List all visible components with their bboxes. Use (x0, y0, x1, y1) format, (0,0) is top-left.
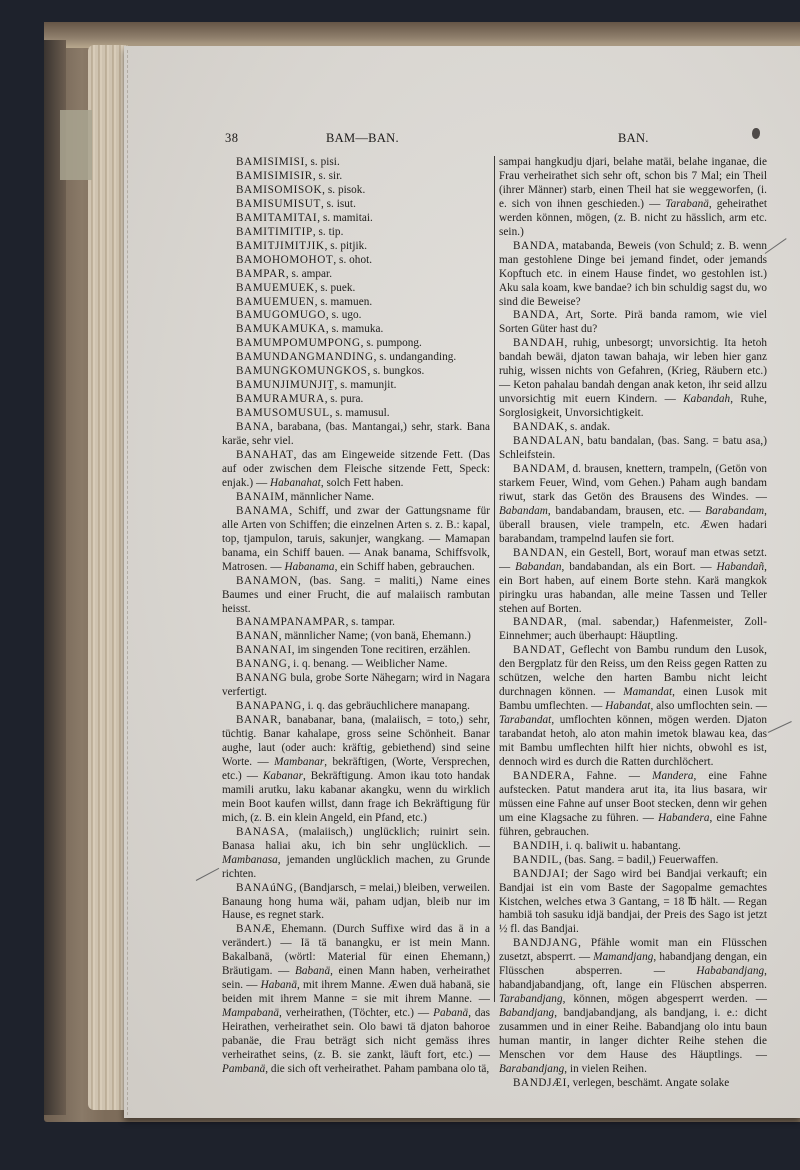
definition-text: , s. ampar. (285, 267, 333, 280)
definition-text: , bandjabandjang, als bandjang, i. e.: dicht zusammen und in einer Reihe. Babandjang olo intu baun human mantir, in langer dichter Reihe stehen die Menschen vor dem Hause des Häuptlings. — (499, 1007, 767, 1061)
dictionary-entry (499, 463, 767, 547)
dictionary-entry (499, 337, 767, 421)
definition-text: , Ruhe, Sorglosigkeit, Unvorsichtigkeit. (499, 393, 767, 420)
derived-form: Pambanä (222, 1062, 266, 1075)
headword: BANAHAT (236, 449, 294, 462)
definition-text: , das am Eingeweide sitzende Fett. (Das auf oder zwischen dem Fleische sitzende Fett, Speck: enjak.) — (222, 449, 490, 489)
derived-form: Mamandat (623, 686, 673, 699)
definition-text: , im singenden Tone recitiren, erzählen. (291, 644, 471, 657)
definition-text: , einen Mann haben, verheirathet sein. — (222, 965, 490, 992)
dictionary-entry (499, 435, 767, 463)
headword: BANANG (236, 658, 288, 671)
definition-text: , s. mamitai. (317, 211, 373, 224)
headword: BAMITIMITIP (236, 225, 313, 238)
definition-text: , Art, Sorte. Pirä banda ramom, wie viel Sorten Güter hast du? (499, 309, 767, 336)
derived-form: Habandañ (716, 560, 765, 573)
definition-text: , verlegen, beschämt. Angate solake (566, 1076, 730, 1089)
definition-text: , in vielen Reihen. (564, 1062, 647, 1075)
definition-text: , mit ihrem Manne. Æwen duä habanä, sie beiden mit ihrem Manne = sie mit ihrem Manne. — (222, 979, 491, 1006)
definition-text: , Fahne. — (571, 769, 653, 782)
definition-text: , s. pura. (324, 393, 364, 406)
headword: BANANG (236, 672, 288, 685)
headword: BANDAM (513, 462, 567, 475)
definition-text: , i. q. benang. — Weiblicher Name. (287, 658, 448, 671)
dictionary-entry (499, 616, 767, 644)
dictionary-entry (499, 840, 767, 854)
definition-text: bula, grobe Sorte Nähegarn; wird in Nagara verfertigt. (222, 672, 490, 699)
definition-text: , s. mamusul. (329, 407, 390, 420)
definition-text: , ein Gestell, Bort, worauf man etwas setzt. — (499, 546, 767, 573)
headword: BANAIM (236, 490, 285, 503)
definition-text: , matabanda, Beweis (von Schuld; z. B. wenn man gestohlene Dinge bei jemand findet, oder jemands Kopftuch etc. in einem Hause findet, wo gestohlen ist.) Aku sala koam, kwe bandae? ich bin schuldig sagst du, wo sind die Beweise? (499, 239, 767, 308)
derived-form: Habanahat (270, 476, 321, 489)
derived-form: Mampabanä (222, 1007, 280, 1020)
headword: BANDAH (513, 337, 565, 350)
dictionary-entry (499, 644, 767, 770)
headword: BAMOHOMOHOT (236, 253, 334, 266)
definition-text: , Geflecht von Bambu rundum den Lusok, den Bergplatz für den Reiss, um den Reiss gegen Ratten zu schützen, welche den harten Bambu nicht leicht durchnagen können. — (499, 644, 767, 699)
dictionary-entry (222, 923, 490, 1076)
definition-text: , (Bandjarsch, = melai,) bleiben, verweilen. Banaung hong huma wäi, paham udjan, bleib nur im Hause, es regnet stark. (222, 881, 490, 922)
derived-form: Mamandjang (593, 951, 654, 964)
dictionary-entry (222, 296, 490, 310)
dictionary-entry (222, 826, 490, 882)
headword: BAMUNJIMUNJIṮ (236, 379, 335, 392)
headword: BANDJANG (513, 937, 579, 950)
dictionary-entry (222, 323, 490, 337)
headword: BANDERA (513, 769, 572, 782)
definition-text: ; der Sago wird bei Bandjai verkauft; ein Bandjai ist ein vom Baste der Sagopalme gemachtes Kistchen, welches etwa 3 Gantang, = 18 ℔ hält. — Regan hambiä toh sasuku idjä bandjai, der Preis des Sago ist jetzt ½ fl. das Bandjai. (499, 867, 767, 936)
definition-text: , männlicher Name; (von banä, Ehemann.) (278, 630, 471, 643)
dictionary-entry (222, 226, 490, 240)
definition-text: , ein Bort haben, auf einem Borte stehn. Karä mangkok piringku uras habandan, alle meine Tassen und Teller stehen auf Borten. (499, 560, 767, 615)
page-number: 38 (225, 131, 239, 145)
derived-form: Tarabandat (499, 714, 552, 727)
headword: BANDAK (513, 421, 565, 434)
definition-text: , die sich oft verheirathet. Paham pambana olo tä, (265, 1062, 490, 1075)
dictionary-entry (222, 407, 490, 421)
definition-text: , s. ohot. (333, 253, 373, 266)
headword: BANDJÆI (513, 1076, 567, 1089)
definition-text: , s. bungkos. (367, 365, 425, 378)
definition-text: , eine Fahne aufstecken. Patut mandera arut ita, ita lius basara, wir müssen eine Fahne auf unser Boot stecken, denn wir gehen um eine Klagsache zu führen. — (499, 769, 768, 824)
dictionary-entry (222, 882, 490, 924)
dictionary-entry (222, 268, 490, 282)
dictionary-entry (222, 240, 490, 254)
headword: BANA (236, 421, 271, 434)
dictionary-entry (222, 184, 490, 198)
dictionary-entry (222, 505, 490, 575)
dictionary-entry (222, 644, 490, 658)
headword: BAMUNGKOMUNGKOS (236, 365, 368, 378)
derived-form: Habandat (605, 700, 651, 713)
definition-text: , ruhig, unbesorgt; unvorsichtig. Ita hetoh bandah bewäi, djaton tawan bahaja, wir leben hier ganz ruhig, wissen nichts von Gefahren, (Krieg, Räubern etc.) — Keton pahalau bandah dengan anak keton, ihr seid allzu unvorsichtig mit euern Kindern. — (499, 337, 767, 406)
headword: BANDA (513, 309, 556, 322)
dictionary-entry (222, 170, 490, 184)
derived-form: Mandera (652, 769, 694, 782)
definition-text: , habandjabandjang, oft, lange ein Flüschen absperren. (499, 965, 767, 992)
dictionary-entry (222, 156, 490, 170)
derived-form: Habandera (658, 811, 710, 824)
left-column (222, 156, 490, 1077)
definition-text: , s. pumpong. (360, 337, 422, 350)
dictionary-entry (222, 575, 490, 617)
dictionary-entry (222, 616, 490, 630)
derived-form: Tarabanä (665, 197, 709, 210)
definition-text: , s. tip. (312, 225, 344, 238)
left-running-head: BAM—BAN. (326, 131, 399, 145)
definition-text: , batu bandalan, (bas. Sang. = batu asa,) Schleifstein. (499, 435, 767, 462)
derived-form: Mambanar (274, 755, 325, 768)
headword: BAMPAR (236, 267, 286, 280)
headword: BAMUNDANGMANDING (236, 351, 374, 364)
headword: BANÆ (236, 923, 272, 936)
headword: BANDA (513, 239, 556, 252)
definition-text: , bandabandan, als ein Bort. — (561, 560, 717, 573)
dictionary-entry (222, 630, 490, 644)
headword: BAMUGOMUGO (236, 309, 326, 322)
dictionary-entry (222, 421, 490, 449)
definition-text: , s. mamuka. (325, 323, 384, 336)
dictionary-entry (499, 547, 767, 617)
definition-text: , männlicher Name. (284, 490, 375, 503)
dictionary-entry (222, 714, 490, 826)
page-stack-edges (88, 45, 128, 1110)
derived-form: Babandjang (499, 1007, 555, 1020)
headword: BAMUSOMUSUL (236, 407, 330, 420)
headword: BANDAT (513, 644, 562, 657)
definition-text: , banabanar, bana, (malaiisch, = toto,) sehr, tüchtig. Banar kahalape, gross seine Schönheit. Banar aughe, laut (oder auch: kräftig, gebiethend) sind seine Worte. — (222, 714, 490, 768)
headword: BAMUKAMUKA (236, 323, 326, 336)
definition-text: , i. q. baliwit u. habantang. (560, 839, 681, 852)
dictionary-entry (499, 421, 767, 435)
headword: BAMISUMISUT (236, 197, 321, 210)
dictionary-entry (222, 198, 490, 212)
definition-text: , s. sir. (312, 169, 343, 182)
derived-form: Kabandah (683, 393, 731, 406)
definition-text: , eine Fahne führen, gebrauchen. (499, 811, 767, 838)
headword: BAMUMPOMUMPONG (236, 337, 361, 350)
dictionary-entry (222, 658, 490, 672)
headword: BANAMON (236, 574, 299, 587)
derived-form: Kabanar (262, 769, 303, 782)
definition-text: , verheirathen, (Töchter, etc.) — (279, 1007, 434, 1020)
dictionary-entry (222, 212, 490, 226)
dictionary-entry (222, 337, 490, 351)
headword: BANAMA (236, 504, 290, 517)
definition-text: , können, mögen abgesperrt werden. — (562, 993, 767, 1006)
headword: BANDAR (513, 616, 564, 629)
derived-form: Barabandjang (499, 1062, 565, 1075)
headword: BAMUEMUEN (236, 295, 315, 308)
dictionary-entry (499, 770, 767, 840)
definition-text: , das Heirathen, verheirathet sein. Olo bawi tä djaton bahoroe pabanäe, die Frau beträgt sich nicht gemäss ihres verheirathet seins, (z. B. sie zankt, läuft fort, etc.) — (222, 1007, 490, 1061)
definition-text: , solch Fett haben. (320, 476, 404, 489)
headword: BANAR (236, 714, 279, 727)
definition-text: , d. brausen, knettern, trampeln, (Getön von starkem Feuer, Wind, vom Gehen.) Paham augh bandam riwut, stark das Getön des Brausens des Windes. — (499, 462, 767, 503)
derived-form: Barabandam (705, 504, 765, 517)
dictionary-entry (222, 351, 490, 365)
definition-text: , Ehemann. (Durch Suffixe wird das ä in a verändert.) — Iä tä banangku, er ist mein Mann. Bakalbanä, (wörtl: Material für einen Ehemann,) Bräutigam. — (222, 923, 490, 978)
derived-form: Babandan (515, 560, 562, 573)
definition-text: , s. pitjik. (324, 239, 368, 252)
headword: BANDIH (513, 839, 561, 852)
headword: BANDJAI (513, 867, 566, 880)
headword: BANAMPANAMPAR (236, 616, 346, 629)
headword: BAMUEMUEK (236, 281, 315, 294)
definition-text: , (bas. Sang. = badil,) Feuerwaffen. (558, 853, 719, 866)
dictionary-entry (222, 379, 490, 393)
definition-text: , Schiff, und zwar der Gattungsname für alle Arten von Schiffen; die einzelnen Arten s. z. B.: kapal, top, tjampulon, taruis, sakunjer, wangkang. — Mamapan banama, ein Schiff bauen. — Anak banama, Schiffsvolk, Matrosen. — (222, 504, 490, 573)
dictionary-entry (499, 937, 767, 1077)
headword: BANANAI (236, 644, 292, 657)
page-header (0, 131, 800, 149)
headword: BANAúNG (236, 881, 294, 894)
dictionary-entry (499, 309, 767, 337)
column-divider (494, 156, 495, 1002)
dictionary-entry (499, 1077, 767, 1091)
definition-text: , barabana, (bas. Mantangai,) sehr, stark. Bana karäe, sehr viel. (222, 421, 490, 448)
derived-form: Habanama (284, 560, 335, 573)
headword: BANAN (236, 630, 279, 643)
headword: BANASA (236, 825, 286, 838)
definition-text: , bandabandam, brausen, etc. — (547, 504, 706, 517)
definition-text: , s. tampar. (345, 616, 395, 629)
definition-text: , geheirathet werden können, mögen, (z. B. nicht zu hässlich, arm etc. sein.) (499, 197, 767, 238)
definition-text: , jemanden unglücklich machen, zu Grunde richten. (222, 853, 490, 880)
definition-text: , habandjang dengan, ein Flüsschen absperren. — (499, 951, 767, 978)
headword: BAMISOMISOK (236, 183, 323, 196)
definition-text: , s. andak. (564, 421, 611, 434)
definition-text: , ein Schiff haben, gebrauchen. (334, 560, 475, 573)
definition-text: , bekräftigen, (Worte, Versprechen, etc.) — (222, 755, 490, 782)
definition-text: , Pfähle womit man ein Flüsschen zusetzt, absperrt. — (499, 937, 767, 964)
definition-text: , Bekräftigung. Amon ikau toto handak mamili arutku, laku kabanar akangku, wenn du wirklich mein Boot kaufen willst, dann frage ich Bekräftigung für mich, (z. B. ein klein Angeld, ein Pfand, etc.) (222, 769, 490, 824)
derived-form: Mambanasa (222, 853, 278, 866)
headword: BAMITAMITAI (236, 211, 318, 224)
derived-form: Pabanä (433, 1007, 469, 1020)
dictionary-entry (499, 156, 767, 240)
headword: BAMURAMURA (236, 393, 325, 406)
headword: BAMISIMISIR (236, 169, 313, 182)
right-running-head: BAN. (618, 131, 649, 145)
definition-text: , s. pisi. (304, 156, 340, 168)
headword: BAMITJIMITJIK (236, 239, 325, 252)
headword: BANAPANG (236, 700, 302, 713)
headword: BANDAN (513, 546, 565, 559)
definition-text: , (malaiisch,) unglücklich; ruinirt sein. Banasa haliai aku, ich bin sehr unglücklich. — (222, 825, 490, 852)
definition-text: sampai hangkudju djari, belahe matäi, belahe inganae, die Frau verheirathet sich sehr oft, schon bis 7 Mal; ein Theil (ihrer Männer) starb, einen Theil hat sie weggeworfen, (i. e. sich von ihnen geschieden.) — (499, 156, 767, 210)
dictionary-entry (222, 393, 490, 407)
dictionary-entry (222, 282, 490, 296)
derived-form: Babandam (499, 504, 548, 517)
dictionary-entry (499, 868, 767, 938)
book-spine (44, 40, 66, 1115)
definition-text: , s. ugo. (325, 309, 362, 322)
dictionary-entry (222, 491, 490, 505)
definition-text: , umflochten können, mögen werden. Djaton tarabandat hetoh, alo aton mahin imetok blawau kea, das mit Bambu umflechten hilft hier nichts, obwohl es ist, dennoch wird es durch die Ratten durchlöchert. (499, 714, 767, 768)
definition-text: , einen Lusok mit Bambu umflechten. — (499, 686, 767, 713)
definition-text: , (mal. sabendar,) Hafenmeister, Zoll-Einnehmer; auch überhaupt: Häuptling. (499, 616, 767, 643)
definition-text: , s. mamunjit. (334, 379, 397, 392)
headword: BAMISIMISI (236, 156, 305, 168)
dictionary-entry (222, 254, 490, 268)
book-cover-top-edge (44, 22, 800, 48)
derived-form: Tarabandjang (499, 993, 563, 1006)
dictionary-entry (222, 672, 490, 700)
dictionary-entry (499, 854, 767, 868)
headword: BANDALAN (513, 435, 581, 448)
dictionary-entry (222, 365, 490, 379)
definition-text: , i. q. das gebräuchlichere manapang. (301, 700, 470, 713)
derived-form: Habanä (260, 979, 297, 992)
derived-form: Hababandjang (696, 965, 765, 978)
page-fold-line (127, 50, 129, 1115)
derived-form: Babanä (294, 965, 331, 978)
dictionary-entry (222, 309, 490, 323)
definition-text: , s. isut. (320, 197, 356, 210)
definition-text: , überall brausen, viele trampeln, etc. Æwen hadari barabandam, trampelnd laufen sie fort. (499, 504, 767, 545)
definition-text: , s. undanganding. (373, 351, 457, 364)
definition-text: , s. mamuen. (314, 295, 373, 308)
headword: BANDIL (513, 853, 559, 866)
dictionary-entry (222, 449, 490, 491)
definition-text: , also umflochten sein. — (650, 700, 767, 713)
right-column (499, 156, 767, 1091)
definition-text: , s. puek. (314, 281, 356, 294)
dictionary-entry (222, 700, 490, 714)
dictionary-entry (499, 240, 767, 310)
definition-text: , (bas. Sang. = maliti,) Name eines Baumes und einer Frucht, die auf malaiisch rambutan heisst. (222, 574, 490, 615)
definition-text: , s. pisok. (322, 183, 366, 196)
